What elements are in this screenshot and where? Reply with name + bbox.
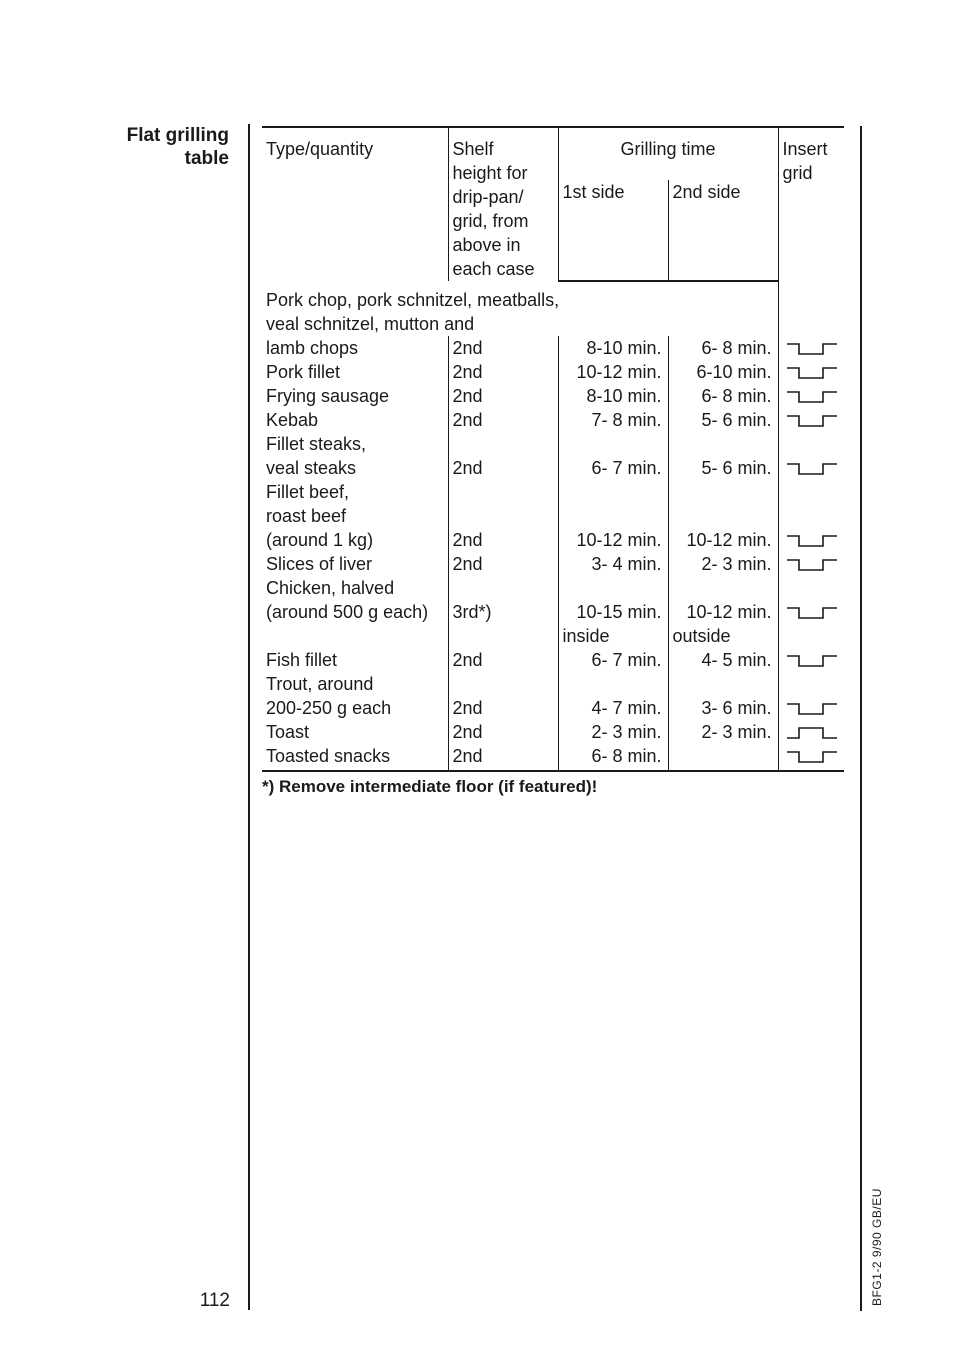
cell-shelf (448, 504, 558, 528)
cell-type: veal steaks (266, 458, 357, 478)
cell-insert-grid (778, 360, 844, 384)
document-code: BFG1-2 9/90 GB/EU (870, 1188, 884, 1306)
cell-second-side (668, 744, 778, 771)
section-title-line-2: table (184, 148, 229, 169)
header-insert-grid-line: grid (782, 163, 813, 183)
cell-first-side (558, 672, 668, 696)
cell-insert-grid (778, 384, 844, 408)
header-grilling-time: Grilling time (558, 127, 778, 180)
table-row (262, 624, 844, 648)
cell-type: (around 1 kg) (266, 530, 374, 550)
header-insert-grid (778, 127, 844, 281)
header-shelf-line: height for (452, 163, 528, 183)
header-shelf-line: drip-pan/ (452, 187, 524, 207)
cell-type: Trout, around (266, 674, 374, 694)
cell-type: Toasted snacks (262, 744, 448, 771)
cell-first-side (558, 432, 668, 456)
cell-type: 200-250 g each (266, 698, 392, 718)
cell-first-side: 10-15 min. (558, 600, 668, 624)
cell-first-side: 6- 7 min. (558, 456, 668, 480)
grid-lowered-icon (785, 606, 841, 620)
cell-shelf: 2nd (448, 408, 558, 432)
cell-insert-grid (778, 624, 844, 648)
grid-lowered-icon (785, 534, 841, 548)
cell-shelf: 2nd (448, 528, 558, 552)
cell-second-side: 2- 3 min. (668, 552, 778, 576)
table-row (262, 384, 844, 408)
cell-first-side (558, 576, 668, 600)
grid-lowered-icon (785, 654, 841, 668)
table-row (262, 408, 844, 432)
grid-lowered-icon (785, 366, 841, 380)
table-row (262, 432, 844, 456)
cell-second-side: 3- 6 min. (668, 696, 778, 720)
group-label-row (262, 281, 844, 312)
cell-first-side: 2- 3 min. (558, 720, 668, 744)
cell-second-side (668, 432, 778, 456)
table-row (262, 336, 844, 360)
cell-shelf: 2nd (448, 744, 558, 771)
cell-shelf: 2nd (448, 360, 558, 384)
cell-insert-grid (778, 456, 844, 480)
cell-type: Pork fillet (266, 362, 341, 382)
cell-insert-grid (778, 696, 844, 720)
grid-lowered-icon (785, 414, 841, 428)
margin-rule-left (248, 124, 250, 1310)
table-row (262, 672, 844, 696)
cell-insert-grid (778, 720, 844, 744)
cell-insert-grid (778, 552, 844, 576)
cell-shelf: 2nd (448, 552, 558, 576)
cell-shelf: 2nd (448, 456, 558, 480)
grid-lowered-icon (785, 558, 841, 572)
cell-first-side: 8-10 min. (558, 336, 668, 360)
cell-first-side: 6- 7 min. (558, 648, 668, 672)
cell-insert-grid (778, 504, 844, 528)
cell-second-side: 5- 6 min. (668, 408, 778, 432)
table-row (262, 648, 844, 672)
cell-insert-grid (778, 528, 844, 552)
cell-first-side: 4- 7 min. (558, 696, 668, 720)
cell-type: lamb chops (266, 338, 359, 358)
cell-insert-grid (778, 648, 844, 672)
cell-first-side: 7- 8 min. (558, 408, 668, 432)
cell-insert-grid (778, 600, 844, 624)
section-title (60, 124, 229, 170)
grid-raised-icon (785, 726, 841, 740)
header-shelf-line: Shelf (452, 139, 494, 159)
cell-first-side: inside (558, 624, 668, 648)
cell-second-side: 4- 5 min. (668, 648, 778, 672)
header-second-side: 2nd side (668, 180, 778, 281)
cell-type: Fillet steaks, (266, 434, 367, 454)
table-row (262, 576, 844, 600)
cell-shelf: 3rd*) (448, 600, 558, 624)
cell-type: (around 500 g each) (266, 602, 429, 622)
cell-shelf (448, 480, 558, 504)
table-row (262, 696, 844, 720)
table-row (262, 504, 844, 528)
cell-second-side: 2- 3 min. (668, 720, 778, 744)
footnote: *) Remove intermediate floor (if featured)! (262, 777, 598, 796)
cell-second-side: 5- 6 min. (668, 456, 778, 480)
cell-second-side: 6-10 min. (668, 360, 778, 384)
cell-shelf (448, 432, 558, 456)
cell-second-side: 10-12 min. (668, 528, 778, 552)
cell-second-side: outside (668, 624, 778, 648)
grilling-table-container (262, 126, 844, 797)
cell-insert-grid (778, 408, 844, 432)
cell-type: Fillet beef, (266, 482, 350, 502)
cell-type: Kebab (266, 410, 319, 430)
cell-shelf: 2nd (448, 696, 558, 720)
table-row (262, 600, 844, 624)
table-row (262, 480, 844, 504)
cell-first-side: 10-12 min. (558, 528, 668, 552)
cell-insert-grid (778, 672, 844, 696)
grid-lowered-icon (785, 390, 841, 404)
cell-second-side (668, 504, 778, 528)
cell-first-side (558, 504, 668, 528)
grid-lowered-icon (785, 462, 841, 476)
table-body (262, 281, 844, 771)
cell-shelf (448, 672, 558, 696)
header-shelf (448, 127, 558, 281)
cell-type: Chicken, halved (266, 578, 395, 598)
cell-type: Slices of liver (266, 554, 373, 574)
cell-type: Frying sausage (266, 386, 390, 406)
cell-type: Fish fillet (266, 650, 338, 670)
table-row (262, 456, 844, 480)
cell-type (262, 624, 448, 648)
table-row (262, 360, 844, 384)
cell-shelf: 2nd (448, 336, 558, 360)
cell-insert-grid (778, 480, 844, 504)
group-label-row (262, 312, 844, 336)
header-insert-grid-line: Insert (782, 139, 828, 159)
cell-first-side: 10-12 min. (558, 360, 668, 384)
cell-insert-grid (778, 432, 844, 456)
header-shelf-line: above in (452, 235, 521, 255)
table-row (262, 744, 844, 771)
group-label-line: Pork chop, pork schnitzel, meatballs, (266, 290, 560, 310)
cell-first-side (558, 480, 668, 504)
cell-second-side (668, 480, 778, 504)
cell-first-side: 3- 4 min. (558, 552, 668, 576)
table-row (262, 528, 844, 552)
cell-type: roast beef (266, 506, 347, 526)
grid-lowered-icon (785, 750, 841, 764)
group-label-line: veal schnitzel, mutton and (266, 314, 475, 334)
cell-second-side: 6- 8 min. (668, 336, 778, 360)
grid-lowered-icon (785, 342, 841, 356)
cell-shelf (448, 576, 558, 600)
cell-insert-grid (778, 336, 844, 360)
table-row (262, 552, 844, 576)
grid-lowered-icon (785, 702, 841, 716)
cell-shelf: 2nd (448, 384, 558, 408)
page-number: 112 (199, 1290, 230, 1311)
cell-insert-grid (778, 576, 844, 600)
section-title-line-1: Flat grilling (126, 125, 229, 146)
cell-second-side: 6- 8 min. (668, 384, 778, 408)
cell-shelf (448, 624, 558, 648)
cell-first-side: 8-10 min. (558, 384, 668, 408)
header-shelf-line: each case (452, 259, 535, 279)
flat-grilling-table (262, 126, 844, 772)
header-type: Type/quantity (262, 127, 448, 281)
cell-second-side (668, 576, 778, 600)
cell-second-side (668, 672, 778, 696)
margin-rule-right (860, 126, 862, 1311)
cell-insert-grid (778, 744, 844, 771)
header-shelf-line: grid, from (452, 211, 529, 231)
header-first-side: 1st side (558, 180, 668, 281)
cell-shelf: 2nd (448, 720, 558, 744)
cell-type: Toast (266, 722, 310, 742)
cell-shelf: 2nd (448, 648, 558, 672)
empty-cell (778, 281, 844, 312)
table-row (262, 720, 844, 744)
cell-first-side: 6- 8 min. (558, 744, 668, 771)
cell-second-side: 10-12 min. (668, 600, 778, 624)
empty-cell (778, 312, 844, 336)
